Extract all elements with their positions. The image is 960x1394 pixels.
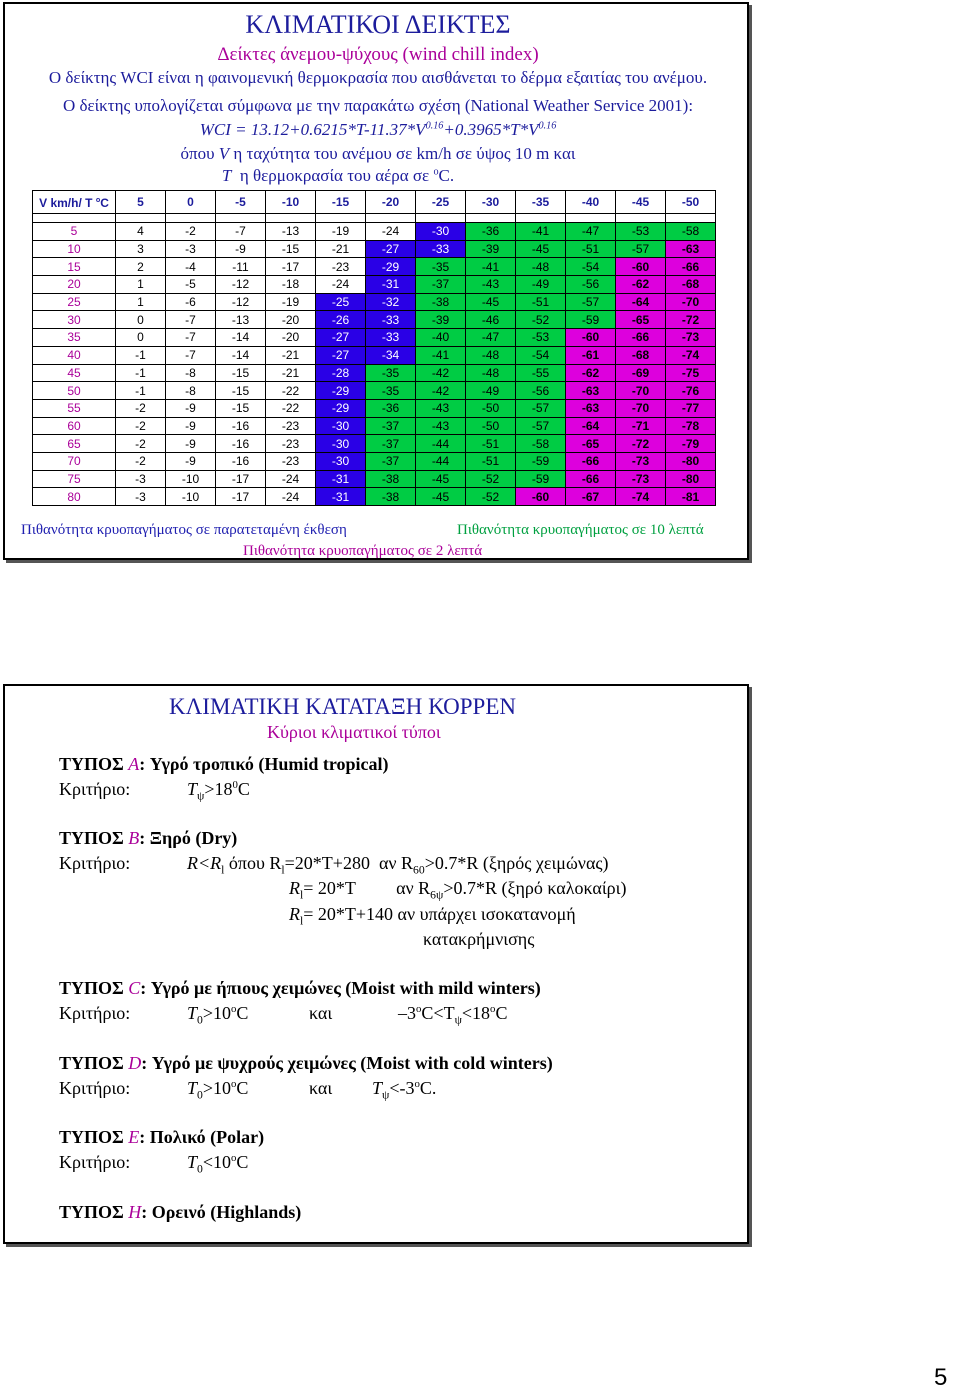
wind-chill-cell: -9 — [216, 240, 266, 258]
type-a-heading: ΤΥΠΟΣ A: Υγρό τροπικό (Humid tropical) — [59, 754, 389, 774]
wind-chill-cell: 3 — [116, 240, 166, 258]
wind-chill-cell: -5 — [166, 276, 216, 294]
spacer-cell — [666, 214, 716, 223]
wind-chill-cell: -51 — [516, 293, 566, 311]
wind-chill-cell: -76 — [666, 382, 716, 400]
table-spacer-row — [33, 214, 716, 223]
wind-chill-cell: -61 — [566, 346, 616, 364]
temp-header: 5 — [116, 191, 166, 214]
wind-chill-cell: -10 — [166, 488, 216, 506]
wind-chill-cell: -80 — [666, 452, 716, 470]
table-row — [33, 276, 716, 294]
wind-chill-cell: -31 — [316, 488, 366, 506]
wind-chill-cell: -36 — [366, 399, 416, 417]
wind-chill-cell: -38 — [416, 293, 466, 311]
koppen-slide — [3, 684, 749, 1244]
temp-header: -30 — [466, 191, 516, 214]
wind-chill-cell: -78 — [666, 417, 716, 435]
wind-chill-cell: -14 — [216, 346, 266, 364]
wind-chill-cell: -51 — [466, 435, 516, 453]
wind-chill-cell: -58 — [516, 435, 566, 453]
wind-chill-cell: -42 — [416, 382, 466, 400]
type-e-heading: ΤΥΠΟΣ E: Πολικό (Polar) — [59, 1127, 265, 1147]
wind-chill-cell: -7 — [166, 329, 216, 347]
wind-chill-cell: -80 — [666, 470, 716, 488]
table-row — [33, 293, 716, 311]
wind-chill-cell: -59 — [516, 470, 566, 488]
wind-chill-cell: 1 — [116, 293, 166, 311]
wind-chill-cell: -49 — [466, 382, 516, 400]
wind-chill-cell: -31 — [366, 276, 416, 294]
temp-header: -20 — [366, 191, 416, 214]
wind-chill-cell: -81 — [666, 488, 716, 506]
wind-chill-cell: -51 — [466, 452, 516, 470]
wind-chill-cell: -73 — [616, 470, 666, 488]
wind-chill-cell: -24 — [266, 470, 316, 488]
wind-chill-cell: -20 — [266, 311, 316, 329]
wind-chill-cell: -24 — [266, 488, 316, 506]
temp-header: -25 — [416, 191, 466, 214]
type-b-criterion-3: $R_l= 20*T+140$ αν υπάρχει ισοκατανομή — [289, 904, 576, 928]
wind-chill-cell: -46 — [466, 311, 516, 329]
wind-chill-cell: -57 — [516, 399, 566, 417]
wind-chill-cell: -27 — [316, 329, 366, 347]
wind-chill-cell: -73 — [616, 452, 666, 470]
wind-chill-cell: -39 — [416, 311, 466, 329]
type-d-criterion: Κριτήριο: $T_0>10^oC$ και $T_\psi<-3^oC$. — [59, 1078, 437, 1102]
wind-chill-cell: -9 — [166, 452, 216, 470]
slide-title: ΚΛΙΜΑΤΙΚΗ ΚΑΤΑΤΑΞΗ ΚΟΡΡΕΝ — [169, 694, 516, 719]
temp-header: -35 — [516, 191, 566, 214]
wci-source: Ο δείκτης υπολογίζεται σύμφωνα με την παρακάτω σχέση (National Weather Service 2001): — [62, 96, 694, 115]
wind-chill-cell: -66 — [566, 452, 616, 470]
table-row — [33, 452, 716, 470]
wind-speed-cell: 35 — [33, 329, 116, 347]
wind-chill-cell: -16 — [216, 452, 266, 470]
wind-chill-cell: -3 — [166, 240, 216, 258]
table-row — [33, 488, 716, 506]
table-row — [33, 382, 716, 400]
wind-chill-cell: -8 — [166, 382, 216, 400]
wind-chill-cell: -39 — [466, 240, 516, 258]
wind-chill-cell: -7 — [166, 346, 216, 364]
wind-speed-cell: 15 — [33, 258, 116, 276]
table-row — [33, 470, 716, 488]
wind-chill-cell: -59 — [516, 452, 566, 470]
wind-chill-cell: -18 — [266, 276, 316, 294]
slide-subtitle: Δείκτες άνεμου-ψύχους (wind chill index) — [217, 44, 539, 65]
wind-chill-cell: -41 — [416, 346, 466, 364]
table-row — [33, 399, 716, 417]
wind-chill-cell: -73 — [666, 329, 716, 347]
wind-chill-cell: -63 — [566, 382, 616, 400]
wind-chill-cell: -65 — [616, 311, 666, 329]
wind-chill-cell: -33 — [366, 329, 416, 347]
wind-chill-cell: -79 — [666, 435, 716, 453]
table-row — [33, 258, 716, 276]
wind-chill-cell: -2 — [116, 417, 166, 435]
wind-chill-slide — [3, 2, 749, 560]
wind-speed-cell: 80 — [33, 488, 116, 506]
spacer-cell — [466, 214, 516, 223]
wind-chill-cell: 1 — [116, 276, 166, 294]
legend-two-minutes: Πιθανότητα κρυοπαγήματος σε 2 λεπτά — [243, 543, 483, 559]
wind-speed-cell: 70 — [33, 452, 116, 470]
wind-chill-cell: -21 — [266, 346, 316, 364]
wind-chill-cell: -51 — [566, 240, 616, 258]
wind-chill-cell: -68 — [616, 346, 666, 364]
wind-chill-cell: -58 — [666, 223, 716, 241]
variable-definition-t: T η θερμοκρασία του αέρα σε $^o$C. — [221, 166, 455, 185]
wind-chill-cell: -23 — [316, 258, 366, 276]
wind-chill-cell: -67 — [566, 488, 616, 506]
wind-chill-cell: -22 — [266, 382, 316, 400]
wind-chill-cell: -48 — [516, 258, 566, 276]
wind-chill-cell: -55 — [516, 364, 566, 382]
wind-chill-cell: -49 — [516, 276, 566, 294]
wind-chill-cell: -7 — [166, 311, 216, 329]
wind-chill-cell: -43 — [416, 417, 466, 435]
wind-chill-cell: -57 — [516, 417, 566, 435]
wind-chill-cell: -20 — [266, 329, 316, 347]
wind-chill-cell: -19 — [316, 223, 366, 241]
wind-chill-cell: -47 — [466, 329, 516, 347]
wind-chill-cell: -33 — [366, 311, 416, 329]
type-b-criterion-4: κατακρήμνισης — [423, 929, 535, 949]
wind-chill-cell: -53 — [516, 329, 566, 347]
table-row — [33, 223, 716, 241]
wind-chill-cell: -56 — [566, 276, 616, 294]
wind-chill-cell: -12 — [216, 293, 266, 311]
legend-prolonged-exposure: Πιθανότητα κρυοπαγήματος σε παρατεταμένη έκθεση — [21, 522, 347, 538]
wind-chill-cell: -57 — [616, 240, 666, 258]
wind-chill-cell: -37 — [366, 435, 416, 453]
wind-chill-cell: -17 — [216, 488, 266, 506]
wind-chill-cell: -56 — [516, 382, 566, 400]
wind-chill-cell: -30 — [416, 223, 466, 241]
wind-speed-cell: 75 — [33, 470, 116, 488]
wind-chill-cell: -60 — [516, 488, 566, 506]
type-b-heading: ΤΥΠΟΣ B: Ξηρό (Dry) — [59, 828, 238, 848]
wind-chill-cell: -50 — [466, 417, 516, 435]
spacer-cell — [116, 214, 166, 223]
wind-chill-cell: -26 — [316, 311, 366, 329]
wind-speed-cell: 45 — [33, 364, 116, 382]
wind-chill-cell: -14 — [216, 329, 266, 347]
wind-speed-cell: 50 — [33, 382, 116, 400]
wind-chill-cell: -1 — [116, 346, 166, 364]
table-row — [33, 435, 716, 453]
variable-definition-v: όπου V η ταχύτητα του ανέμου σε km/h σε ύψος 10 m και — [180, 144, 576, 163]
wind-chill-cell: -12 — [216, 276, 266, 294]
wind-chill-cell: -38 — [366, 488, 416, 506]
wind-chill-cell: -31 — [316, 470, 366, 488]
wind-chill-cell: -52 — [466, 470, 516, 488]
wind-chill-cell: -35 — [416, 258, 466, 276]
wind-chill-cell: -37 — [366, 452, 416, 470]
wind-chill-cell: -9 — [166, 417, 216, 435]
wind-chill-cell: -37 — [366, 417, 416, 435]
wci-formula: WCI = $13.12+0.6215*T-11.37*V^{0.16}+0.3965*T*V^{0.16}$ — [199, 120, 557, 139]
page-number: 5 — [934, 1364, 948, 1391]
wind-speed-cell: 60 — [33, 417, 116, 435]
table-row — [33, 346, 716, 364]
wind-chill-cell: -48 — [466, 364, 516, 382]
wind-chill-cell: -4 — [166, 258, 216, 276]
wind-chill-cell: -45 — [416, 488, 466, 506]
wind-chill-cell: -54 — [566, 258, 616, 276]
wind-chill-cell: -52 — [516, 311, 566, 329]
wind-chill-cell: -27 — [366, 240, 416, 258]
wind-chill-cell: -59 — [566, 311, 616, 329]
wind-chill-cell: -1 — [116, 382, 166, 400]
wind-chill-cell: -30 — [316, 452, 366, 470]
wind-chill-cell: -64 — [616, 293, 666, 311]
spacer-cell — [366, 214, 416, 223]
spacer-cell — [616, 214, 666, 223]
wind-chill-cell: -15 — [216, 364, 266, 382]
temp-header: -45 — [616, 191, 666, 214]
table-row — [33, 329, 716, 347]
wind-chill-cell: -30 — [316, 417, 366, 435]
table-corner-header: V km/h/ T $^o$C — [33, 191, 116, 214]
wind-chill-cell: -47 — [566, 223, 616, 241]
wind-chill-cell: -66 — [666, 258, 716, 276]
wind-chill-cell: -32 — [366, 293, 416, 311]
wind-chill-cell: -43 — [466, 276, 516, 294]
wind-chill-cell: -15 — [266, 240, 316, 258]
slide-title: ΚΛΙΜΑΤΙΚΟΙ ΔΕΙΚΤΕΣ — [245, 10, 511, 39]
wind-chill-cell: -19 — [266, 293, 316, 311]
wind-chill-cell: -29 — [316, 382, 366, 400]
spacer-cell — [566, 214, 616, 223]
wind-chill-cell: -33 — [416, 240, 466, 258]
wind-chill-cell: -75 — [666, 364, 716, 382]
spacer-cell — [316, 214, 366, 223]
wind-chill-cell: -16 — [216, 435, 266, 453]
type-b-criterion-2: $R_l= 20*T$ αν $R_{6\psi}>0.7*R$ (ξηρό καλοκαίρι) — [289, 878, 627, 902]
wind-chill-cell: -60 — [566, 329, 616, 347]
wind-chill-cell: -2 — [166, 223, 216, 241]
wind-chill-cell: -41 — [466, 258, 516, 276]
temp-header: -40 — [566, 191, 616, 214]
wind-chill-cell: -24 — [366, 223, 416, 241]
wind-chill-cell: -74 — [616, 488, 666, 506]
wci-definition: Ο δείκτης WCI είναι η φαινομενική θερμοκρασία που αισθάνεται το δέρμα εξαιτίας του ανέμου. — [48, 68, 708, 87]
type-h-heading: ΤΥΠΟΣ H: Ορεινό (Highlands) — [59, 1202, 302, 1222]
wind-chill-cell: -36 — [466, 223, 516, 241]
wind-chill-cell: -2 — [116, 452, 166, 470]
wind-chill-cell: -57 — [566, 293, 616, 311]
wind-chill-cell: -3 — [116, 470, 166, 488]
wind-chill-cell: -11 — [216, 258, 266, 276]
wind-chill-cell: -50 — [466, 399, 516, 417]
wind-chill-cell: -7 — [216, 223, 266, 241]
wind-chill-cell: -37 — [416, 276, 466, 294]
slide-subtitle: Κύριοι κλιματικοί τύποι — [267, 722, 441, 742]
wind-chill-cell: -64 — [566, 417, 616, 435]
wind-chill-cell: -45 — [516, 240, 566, 258]
table-row — [33, 240, 716, 258]
temp-header: -10 — [266, 191, 316, 214]
spacer-cell — [266, 214, 316, 223]
wind-chill-cell: -29 — [316, 399, 366, 417]
wind-chill-cell: -63 — [566, 399, 616, 417]
wind-chill-cell: -60 — [616, 258, 666, 276]
table-row — [33, 417, 716, 435]
wind-speed-cell: 55 — [33, 399, 116, 417]
wind-chill-cell: -10 — [166, 470, 216, 488]
wind-chill-cell: -2 — [116, 399, 166, 417]
table-body — [33, 214, 716, 506]
wind-chill-cell: -65 — [566, 435, 616, 453]
wind-chill-cell: -9 — [166, 399, 216, 417]
wind-chill-cell: -45 — [416, 470, 466, 488]
legend-ten-minutes: Πιθανότητα κρυοπαγήματος σε 10 λεπτά — [457, 522, 704, 538]
table-row — [33, 364, 716, 382]
wind-chill-cell: -72 — [666, 311, 716, 329]
wind-chill-cell: -52 — [466, 488, 516, 506]
wind-chill-cell: -1 — [116, 364, 166, 382]
wind-chill-cell: -45 — [466, 293, 516, 311]
wind-chill-cell: -17 — [266, 258, 316, 276]
wind-chill-cell: -9 — [166, 435, 216, 453]
wind-chill-cell: -43 — [416, 399, 466, 417]
wind-chill-cell: -70 — [616, 399, 666, 417]
wind-speed-cell: 25 — [33, 293, 116, 311]
wind-chill-cell: -21 — [266, 364, 316, 382]
spacer-cell — [33, 214, 116, 223]
wind-chill-cell: 0 — [116, 329, 166, 347]
wind-chill-cell: -15 — [216, 382, 266, 400]
wind-chill-cell: -66 — [566, 470, 616, 488]
table-header-row — [33, 191, 716, 214]
wind-chill-cell: -70 — [666, 293, 716, 311]
wind-speed-cell: 5 — [33, 223, 116, 241]
wind-chill-cell: -27 — [316, 346, 366, 364]
wind-chill-cell: -25 — [316, 293, 366, 311]
wind-chill-cell: -23 — [266, 417, 316, 435]
wind-chill-cell: -17 — [216, 470, 266, 488]
wind-chill-cell: -72 — [616, 435, 666, 453]
type-a-criterion: Κριτήριο: $T_\psi>18^0C$ — [59, 779, 250, 803]
wind-chill-cell: -44 — [416, 452, 466, 470]
wind-chill-cell: -16 — [216, 417, 266, 435]
wind-chill-cell: -44 — [416, 435, 466, 453]
wind-chill-cell: -40 — [416, 329, 466, 347]
wind-chill-cell: -23 — [266, 452, 316, 470]
wind-chill-cell: -35 — [366, 364, 416, 382]
spacer-cell — [216, 214, 266, 223]
wind-speed-cell: 40 — [33, 346, 116, 364]
wind-chill-cell: -62 — [566, 364, 616, 382]
wind-chill-cell: -48 — [466, 346, 516, 364]
wind-chill-cell: -13 — [216, 311, 266, 329]
wind-chill-cell: -30 — [316, 435, 366, 453]
wind-chill-cell: 2 — [116, 258, 166, 276]
wind-chill-cell: -3 — [116, 488, 166, 506]
wind-chill-cell: 0 — [116, 311, 166, 329]
temp-header: -15 — [316, 191, 366, 214]
temp-header: 0 — [166, 191, 216, 214]
wind-chill-cell: -54 — [516, 346, 566, 364]
wind-chill-cell: 4 — [116, 223, 166, 241]
wind-chill-cell: -21 — [316, 240, 366, 258]
temp-header: -5 — [216, 191, 266, 214]
spacer-cell — [516, 214, 566, 223]
wind-speed-cell: 10 — [33, 240, 116, 258]
type-b-criterion: Κριτήριο: $R<R_l$ όπου $R_l=20*T+280$ αν $R_{60}>0.7*R$ (ξηρός χειμώνας) — [59, 853, 609, 877]
wind-chill-cell: -42 — [416, 364, 466, 382]
wind-chill-cell: -77 — [666, 399, 716, 417]
type-c-criterion: Κριτήριο: $T_0>10^oC$ και $-3^oC<T_\psi<18^oC$ — [59, 1003, 508, 1027]
wind-chill-cell: -41 — [516, 223, 566, 241]
wind-chill-cell: -13 — [266, 223, 316, 241]
wind-speed-cell: 30 — [33, 311, 116, 329]
wind-chill-cell: -29 — [366, 258, 416, 276]
type-c-heading: ΤΥΠΟΣ C: Υγρό με ήπιους χειμώνες (Moist with mild winters) — [59, 978, 541, 998]
wind-chill-cell: -22 — [266, 399, 316, 417]
type-d-heading: ΤΥΠΟΣ D: Υγρό με ψυχρούς χειμώνες (Moist with cold winters) — [59, 1053, 553, 1073]
spacer-cell — [416, 214, 466, 223]
table-row — [33, 311, 716, 329]
wind-chill-cell: -74 — [666, 346, 716, 364]
wind-chill-cell: -28 — [316, 364, 366, 382]
wind-chill-cell: -35 — [366, 382, 416, 400]
wind-chill-cell: -62 — [616, 276, 666, 294]
wind-chill-cell: -68 — [666, 276, 716, 294]
wind-chill-cell: -69 — [616, 364, 666, 382]
wind-chill-cell: -24 — [316, 276, 366, 294]
wind-speed-cell: 65 — [33, 435, 116, 453]
type-e-criterion: Κριτήριο: $T_0<10^oC$ — [59, 1152, 249, 1176]
wind-chill-cell: -63 — [666, 240, 716, 258]
wind-chill-cell: -53 — [616, 223, 666, 241]
wind-chill-cell: -34 — [366, 346, 416, 364]
wind-chill-cell: -38 — [366, 470, 416, 488]
wind-speed-cell: 20 — [33, 276, 116, 294]
temp-header: -50 — [666, 191, 716, 214]
wind-chill-cell: -8 — [166, 364, 216, 382]
wind-chill-cell: -2 — [116, 435, 166, 453]
wind-chill-cell: -66 — [616, 329, 666, 347]
wind-chill-cell: -70 — [616, 382, 666, 400]
wind-chill-cell: -71 — [616, 417, 666, 435]
wind-chill-cell: -15 — [216, 399, 266, 417]
spacer-cell — [166, 214, 216, 223]
wind-chill-cell: -6 — [166, 293, 216, 311]
wind-chill-cell: -23 — [266, 435, 316, 453]
wind-chill-table — [32, 190, 716, 506]
